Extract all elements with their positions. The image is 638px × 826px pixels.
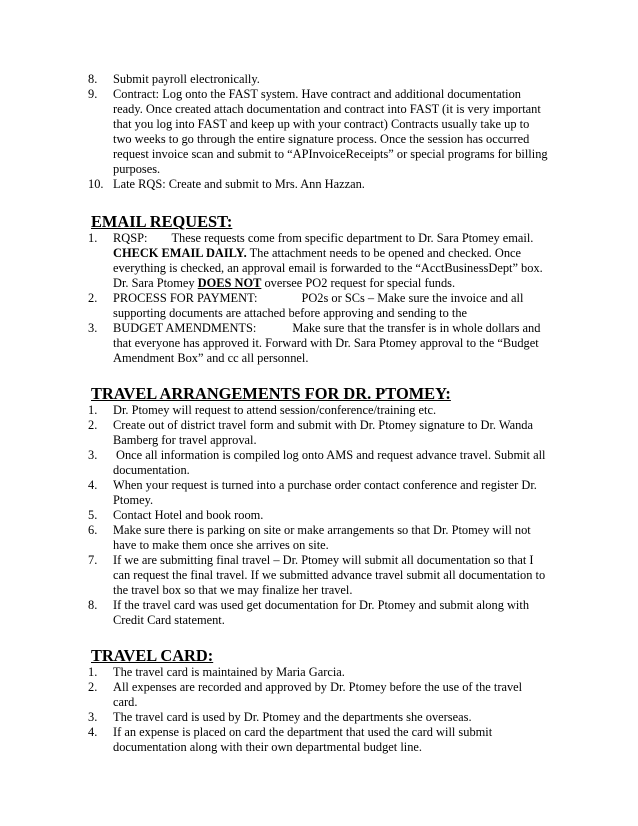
item-number: 1. xyxy=(88,231,98,245)
list-item xyxy=(88,231,548,291)
item-text: All expenses are recorded and approved by Dr. Ptomey before the use of the travel card. xyxy=(113,680,523,709)
item-text: Contract: Log onto the FAST system. Have contract and additional documentation ready. Once created attach documentation and contract into FAST (it is very important that you log into FAST and keep up with your contract) Contracts usually take up to two weeks to go through the entire signature process. Once the session has occurred request invoice scan and submit to “APInvoiceReceipts” or special programs for billing purposes. xyxy=(113,87,548,176)
item-number: 2. xyxy=(88,680,98,694)
list-item xyxy=(88,478,548,508)
item-text: Late RQS: Create and submit to Mrs. Ann Hazzan. xyxy=(113,177,365,191)
list-item xyxy=(88,665,548,680)
item-text: If we are submitting final travel – Dr. Ptomey will submit all documentation so that I can request the final travel. If we submitted advance travel submit all documentation to the travel box so that we may finalize her travel. xyxy=(113,553,546,597)
item-label: PROCESS FOR PAYMENT: xyxy=(113,291,258,305)
list-item xyxy=(88,523,548,553)
item-number: 8. xyxy=(88,72,98,86)
item-text: If the travel card was used get documentation for Dr. Ptomey and submit along with Credit Card statement. xyxy=(113,598,530,627)
list-item xyxy=(88,87,548,177)
travel-card-heading: TRAVEL CARD: xyxy=(91,646,214,665)
item-number: 1. xyxy=(88,403,98,417)
list-item xyxy=(88,177,548,192)
travel-arrangements-heading: TRAVEL ARRANGEMENTS FOR DR. PTOMEY: xyxy=(91,384,451,403)
list-item xyxy=(88,403,548,418)
item-label: BUDGET AMENDMENTS: xyxy=(113,321,257,335)
item-number: 7. xyxy=(88,553,98,567)
item-number: 5. xyxy=(88,508,98,522)
item-text: oversee PO2 request for special funds. xyxy=(261,276,456,290)
list-item xyxy=(88,291,548,321)
item-number: 2. xyxy=(88,418,98,432)
list-item xyxy=(88,598,548,628)
item-number: 3. xyxy=(88,710,98,724)
list-item xyxy=(88,321,548,366)
list-item xyxy=(88,508,548,523)
document-page xyxy=(88,68,548,755)
item-text: Once all information is compiled log onto AMS and request advance travel. Submit all documentation. xyxy=(113,448,546,477)
item-number: 4. xyxy=(88,478,98,492)
list-item xyxy=(88,72,548,87)
item-text: Submit payroll electronically. xyxy=(113,72,260,86)
item-number: 3. xyxy=(88,448,98,462)
travel-arrangements-list xyxy=(88,403,548,628)
item-number: 8. xyxy=(88,598,98,612)
item-number: 9. xyxy=(88,87,98,101)
item-text: Contact Hotel and book room. xyxy=(113,508,264,522)
item-number: 3. xyxy=(88,321,98,335)
item-text: These requests come from specific department to Dr. Sara Ptomey email. xyxy=(171,231,534,245)
item-text: If an expense is placed on card the department that used the card will submit documentation along with their own departmental budget line. xyxy=(113,725,493,754)
item-number: 4. xyxy=(88,725,98,739)
item-text: When your request is turned into a purchase order contact conference and register Dr. Ptomey. xyxy=(113,478,537,507)
item-number: 1. xyxy=(88,665,98,679)
item-text: Create out of district travel form and submit with Dr. Ptomey signature to Dr. Wanda Bamberg for travel approval. xyxy=(113,418,533,447)
list-item xyxy=(88,725,548,755)
email-request-list xyxy=(88,231,548,366)
item-number: 6. xyxy=(88,523,98,537)
emphasis-text: DOES NOT xyxy=(197,276,262,290)
payroll-steps-list xyxy=(88,72,548,192)
list-item xyxy=(88,418,548,448)
item-text: Dr. Ptomey will request to attend session/conference/training etc. xyxy=(113,403,437,417)
list-item xyxy=(88,448,548,478)
item-text: The travel card is used by Dr. Ptomey and the departments she overseas. xyxy=(113,710,472,724)
item-number: 2. xyxy=(88,291,98,305)
item-label: RQSP: xyxy=(113,231,148,245)
item-text: PO2s or SCs – Make sure the invoice and all supporting documents are attached before approving and sending to the xyxy=(113,291,524,320)
list-item xyxy=(88,553,548,598)
item-text: Make sure that the transfer is in whole dollars and that everyone has approved it. Forward with Dr. Sara Ptomey approval to the “Budget Amendment Box” and cc all personnel. xyxy=(113,321,541,365)
item-number: 10. xyxy=(88,177,104,191)
travel-card-list xyxy=(88,665,548,755)
item-text: Make sure there is parking on site or make arrangements so that Dr. Ptomey will not have to make them once she arrives on site. xyxy=(113,523,531,552)
item-text: The travel card is maintained by Maria Garcia. xyxy=(113,665,345,679)
bold-notice: CHECK EMAIL DAILY. xyxy=(113,246,247,260)
item-text: The attachment needs to be opened and checked. Once everything is checked, an approval email is forwarded to the “AcctBusinessDept” box. Dr. Sara Ptomey xyxy=(113,246,543,290)
email-request-heading: EMAIL REQUEST: xyxy=(91,212,233,231)
list-item xyxy=(88,710,548,725)
list-item xyxy=(88,680,548,710)
